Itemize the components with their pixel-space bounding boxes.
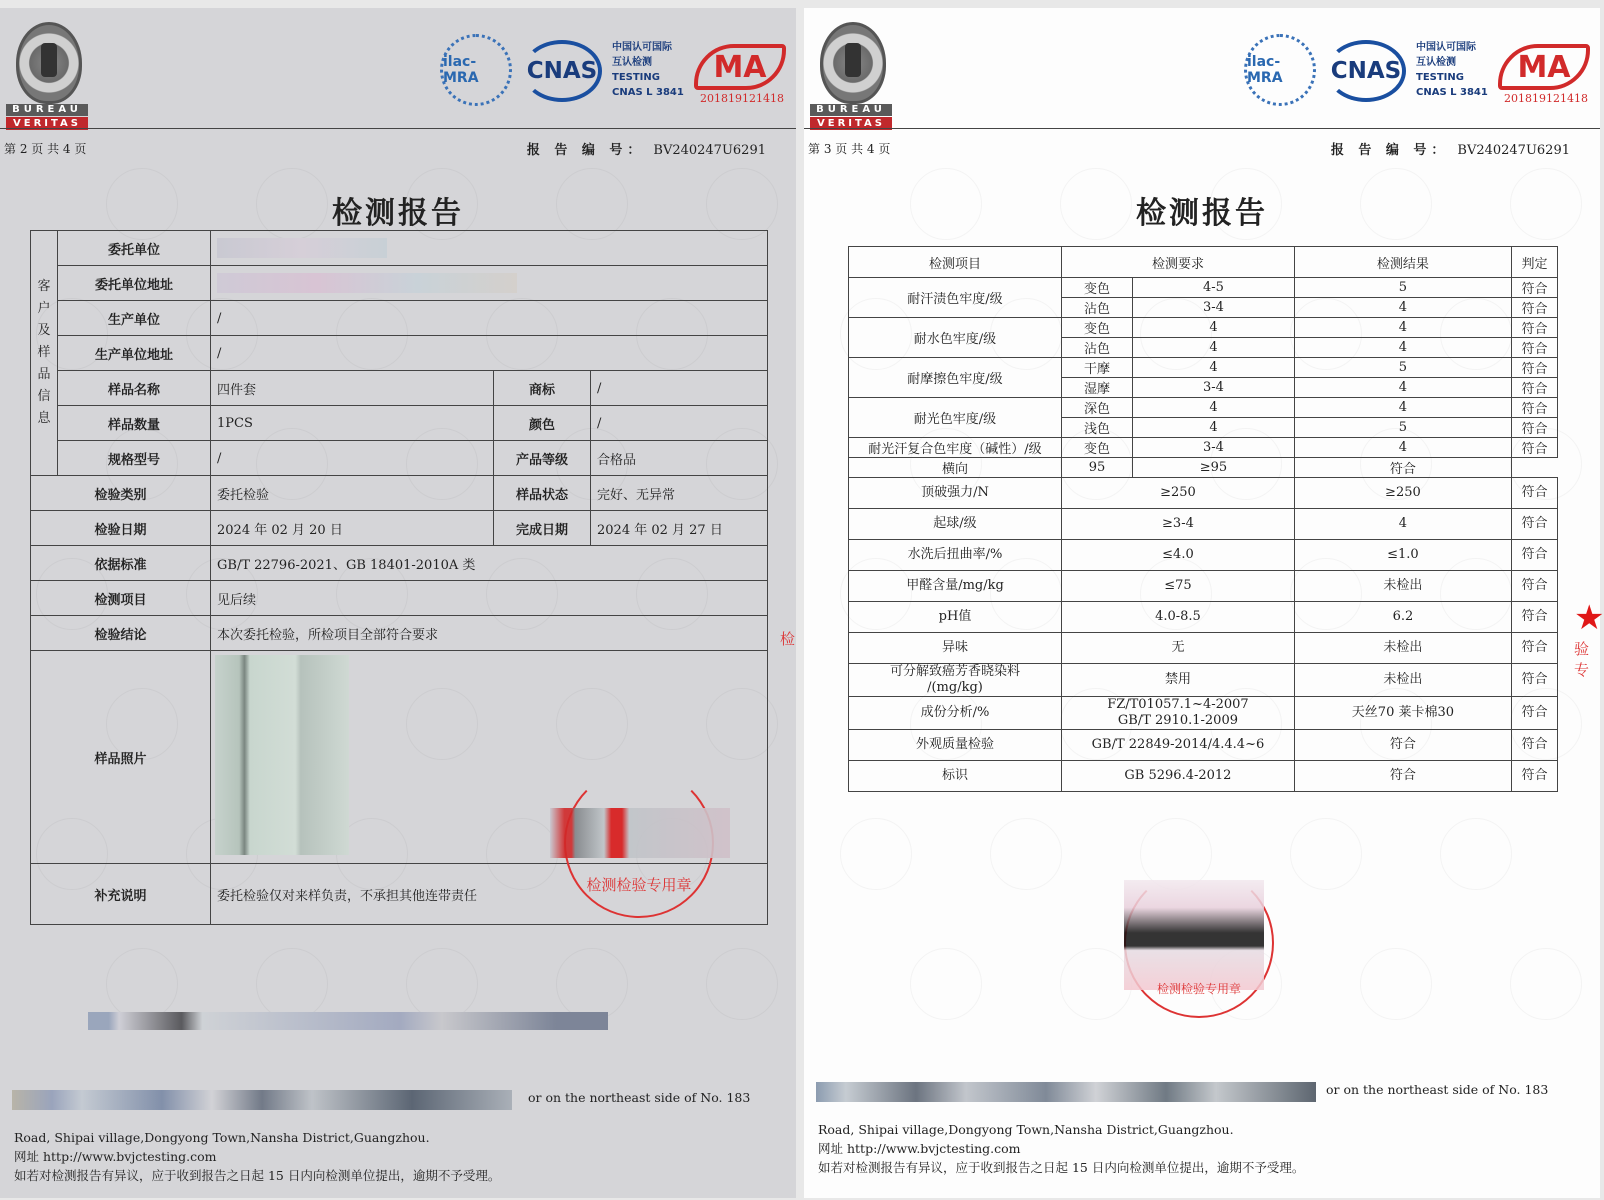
requirement: 3-4 bbox=[1133, 298, 1295, 318]
result: ≤1.0 bbox=[1294, 540, 1511, 571]
table-row bbox=[849, 664, 1558, 697]
test-results-table bbox=[848, 246, 1558, 792]
footer bbox=[818, 1120, 1304, 1177]
watermark-icon bbox=[910, 948, 982, 1020]
result: 4 bbox=[1294, 378, 1511, 398]
sub-item: 横向 bbox=[849, 458, 1062, 478]
sample-state-value: 完好、无异常 bbox=[591, 476, 768, 511]
verdict: 符合 bbox=[1511, 278, 1557, 298]
conclusion-label: 检验结论 bbox=[31, 616, 211, 651]
result: 未检出 bbox=[1294, 571, 1511, 602]
items-value: 见后续 bbox=[211, 581, 768, 616]
items-label: 检测项目 bbox=[31, 581, 211, 616]
table-row bbox=[849, 478, 1558, 509]
requirement: 4 bbox=[1133, 398, 1295, 418]
header-rule bbox=[0, 128, 796, 129]
spec-label: 规格型号 bbox=[58, 441, 211, 476]
inspect-date-value: 2024 年 02 月 20 日 bbox=[211, 511, 494, 546]
verdict: 符合 bbox=[1511, 438, 1557, 458]
producer-label: 生产单位 bbox=[58, 301, 211, 336]
table-row bbox=[849, 509, 1558, 540]
bureau-veritas-logo bbox=[6, 18, 88, 130]
verdict: 符合 bbox=[1511, 338, 1557, 358]
result: ≥95 bbox=[1133, 458, 1295, 478]
requirement: GB/T 22849-2014/4.4.4~6 bbox=[1062, 730, 1295, 761]
test-item: 耐光色牢度/级 bbox=[849, 398, 1062, 438]
side-stamp-fragment: 检 bbox=[780, 630, 796, 648]
redacted-stamp-center bbox=[1124, 880, 1264, 990]
verdict: 符合 bbox=[1511, 318, 1557, 338]
sample-photo bbox=[215, 655, 349, 855]
photo-label: 样品照片 bbox=[31, 651, 211, 864]
requirement: 4-5 bbox=[1133, 278, 1295, 298]
website: 网址 http://www.bvjctesting.com bbox=[818, 1141, 1021, 1156]
result: ≥250 bbox=[1294, 478, 1511, 509]
requirement: 4 bbox=[1133, 358, 1295, 378]
bv-bureau-label: BUREAU bbox=[810, 104, 892, 116]
producer-addr-label: 生产单位地址 bbox=[58, 336, 211, 371]
address-line: Road, Shipai village,Dongyong Town,Nansha District,Guangzhou. bbox=[14, 1130, 430, 1145]
color-label: 颜色 bbox=[494, 406, 591, 441]
col-item: 检测项目 bbox=[849, 247, 1062, 278]
inspect-type-label: 检验类别 bbox=[31, 476, 211, 511]
requirement: 4 bbox=[1133, 318, 1295, 338]
result: 符合 bbox=[1294, 761, 1511, 792]
col-verdict: 判定 bbox=[1511, 247, 1557, 278]
producer-value: / bbox=[211, 301, 768, 336]
result: 4 bbox=[1294, 438, 1511, 458]
verdict: 符合 bbox=[1511, 378, 1557, 398]
bv-veritas-label: VERITAS bbox=[810, 117, 892, 130]
test-item: 标识 bbox=[849, 761, 1062, 792]
watermark-icon bbox=[706, 948, 778, 1020]
redacted-address bbox=[12, 1090, 512, 1110]
verdict: 符合 bbox=[1511, 697, 1557, 730]
sub-item: 变色 bbox=[1062, 438, 1133, 458]
verdict: 符合 bbox=[1511, 761, 1557, 792]
page-number: 第 2 页 共 4 页 bbox=[4, 142, 87, 156]
sub-item: 变色 bbox=[1062, 278, 1133, 298]
cma-number: 201819121418 bbox=[1504, 92, 1588, 105]
requirement: 95 bbox=[1062, 458, 1133, 478]
client-label: 委托单位 bbox=[58, 231, 211, 266]
requirement: GB 5296.4-2012 bbox=[1062, 761, 1295, 792]
side-label: 客 户 及 样 品 信 息 bbox=[31, 231, 58, 476]
verdict: 符合 bbox=[1511, 602, 1557, 633]
test-item: 异味 bbox=[849, 633, 1062, 664]
requirement: ≤75 bbox=[1062, 571, 1295, 602]
ilac-mra-logo: ilac-MRA bbox=[1244, 34, 1316, 106]
address-line: Road, Shipai village,Dongyong Town,Nansha District,Guangzhou. bbox=[818, 1122, 1234, 1137]
watermark-icon bbox=[1360, 948, 1432, 1020]
verdict: 符合 bbox=[1511, 509, 1557, 540]
result: 4 bbox=[1294, 298, 1511, 318]
test-item: 耐水色牢度/级 bbox=[849, 318, 1062, 358]
result: 4 bbox=[1294, 318, 1511, 338]
requirement: FZ/T01057.1~4-2007 GB/T 2910.1-2009 bbox=[1062, 697, 1295, 730]
star-icon: ★ bbox=[1574, 598, 1604, 638]
bureau-veritas-logo bbox=[810, 18, 892, 130]
table-row bbox=[849, 318, 1558, 338]
report-number: 报 告 编 号： BV240247U6291 bbox=[526, 143, 766, 158]
conclusion-value: 本次委托检验，所检项目全部符合要求 bbox=[211, 616, 768, 651]
cnas-caption: 中国认可国际 互认检测 TESTING CNAS L 3841 bbox=[612, 42, 684, 98]
result: 未检出 bbox=[1294, 664, 1511, 697]
result: 5 bbox=[1294, 358, 1511, 378]
test-item: 耐光汗复合色牢度（碱性）/级 bbox=[849, 438, 1062, 458]
redacted-address bbox=[816, 1082, 1316, 1102]
grade-value: 合格品 bbox=[591, 441, 768, 476]
verdict: 符合 bbox=[1511, 540, 1557, 571]
brand-value: / bbox=[591, 371, 768, 406]
inspect-date-label: 检验日期 bbox=[31, 511, 211, 546]
sub-item: 沾色 bbox=[1062, 338, 1133, 358]
finish-date-value: 2024 年 02 月 27 日 bbox=[591, 511, 768, 546]
standard-label: 依据标准 bbox=[31, 546, 211, 581]
standard-value: GB/T 22796-2021、GB 18401-2010A 类 bbox=[211, 546, 768, 581]
address-tail: or on the northeast side of No. 183 bbox=[1326, 1082, 1549, 1097]
result: 未检出 bbox=[1294, 633, 1511, 664]
test-item: 可分解致癌芳香晓染料 /(mg/kg) bbox=[849, 664, 1062, 697]
col-result: 检测结果 bbox=[1294, 247, 1511, 278]
requirement: 无 bbox=[1062, 633, 1295, 664]
grade-label: 产品等级 bbox=[494, 441, 591, 476]
watermark-icon bbox=[406, 948, 478, 1020]
test-item: pH值 bbox=[849, 602, 1062, 633]
sub-item: 浅色 bbox=[1062, 418, 1133, 438]
client-addr-label: 委托单位地址 bbox=[58, 266, 211, 301]
report-number: 报 告 编 号： BV240247U6291 bbox=[1330, 143, 1570, 158]
table-row bbox=[849, 761, 1558, 792]
requirement: 4 bbox=[1133, 338, 1295, 358]
result: 符合 bbox=[1294, 730, 1511, 761]
website: 网址 http://www.bvjctesting.com bbox=[14, 1149, 217, 1164]
result: 5 bbox=[1294, 418, 1511, 438]
color-value: / bbox=[591, 406, 768, 441]
test-item: 顶破强力/N bbox=[849, 478, 1062, 509]
stamp-label: 检测检验专用章 bbox=[586, 876, 692, 894]
verdict: 符合 bbox=[1511, 398, 1557, 418]
requirement: ≤4.0 bbox=[1062, 540, 1295, 571]
result: 天丝70 莱卡棉30 bbox=[1294, 697, 1511, 730]
result: 6.2 bbox=[1294, 602, 1511, 633]
objection-notice: 如若对检测报告有异议，应于收到报告之日起 15 日内向检测单位提出，逾期不予受理。 bbox=[14, 1168, 501, 1183]
cnas-caption: 中国认可国际 互认检测 TESTING CNAS L 3841 bbox=[1416, 42, 1488, 98]
watermark-icon bbox=[990, 818, 1062, 890]
report-page-3 bbox=[804, 8, 1604, 1198]
watermark-icon bbox=[1440, 818, 1512, 890]
spec-value: / bbox=[211, 441, 494, 476]
sample-qty-label: 样品数量 bbox=[58, 406, 211, 441]
watermark-icon bbox=[256, 948, 328, 1020]
sample-name-value: 四件套 bbox=[211, 371, 494, 406]
client-addr-value bbox=[211, 266, 768, 301]
table-header bbox=[849, 247, 1558, 278]
header-rule bbox=[804, 128, 1600, 129]
table-row bbox=[849, 398, 1558, 418]
table-row bbox=[849, 458, 1558, 478]
page-title: 检测报告 bbox=[332, 196, 464, 231]
sub-item: 深色 bbox=[1062, 398, 1133, 418]
requirement: 3-4 bbox=[1133, 378, 1295, 398]
redacted-signature bbox=[550, 808, 730, 858]
cma-number: 201819121418 bbox=[700, 92, 784, 105]
table-row bbox=[849, 730, 1558, 761]
requirement: ≥3-4 bbox=[1062, 509, 1295, 540]
verdict: 符合 bbox=[1511, 418, 1557, 438]
side-stamp-fragment: 验专 bbox=[1574, 640, 1590, 679]
result: 4 bbox=[1294, 509, 1511, 540]
verdict: 符合 bbox=[1511, 633, 1557, 664]
inspect-type-value: 委托检验 bbox=[211, 476, 494, 511]
watermark-icon bbox=[1060, 948, 1132, 1020]
watermark-icon bbox=[106, 948, 178, 1020]
cma-logo: MA bbox=[1498, 44, 1590, 90]
test-item: 外观质量检验 bbox=[849, 730, 1062, 761]
verdict: 符合 bbox=[1511, 571, 1557, 602]
cnas-logo: CNAS bbox=[522, 40, 602, 102]
result: 5 bbox=[1294, 278, 1511, 298]
sample-qty-value: 1PCS bbox=[211, 406, 494, 441]
redacted-signatures bbox=[88, 1012, 608, 1030]
col-requirement: 检测要求 bbox=[1062, 247, 1295, 278]
sample-name-label: 样品名称 bbox=[58, 371, 211, 406]
watermark-icon bbox=[556, 948, 628, 1020]
watermark-icon bbox=[1510, 948, 1582, 1020]
requirement: 禁用 bbox=[1062, 664, 1295, 697]
requirement: 4.0-8.5 bbox=[1062, 602, 1295, 633]
cnas-logo: CNAS bbox=[1326, 40, 1406, 102]
table-row bbox=[849, 278, 1558, 298]
test-item: 耐摩擦色牢度/级 bbox=[849, 358, 1062, 398]
verdict: 符合 bbox=[1511, 664, 1557, 697]
sub-item: 变色 bbox=[1062, 318, 1133, 338]
verdict: 符合 bbox=[1294, 458, 1511, 478]
note-value: 委托检验仅对来样负责，不承担其他连带责任 bbox=[211, 864, 768, 925]
table-row bbox=[849, 697, 1558, 730]
table-row bbox=[849, 571, 1558, 602]
ilac-mra-logo: ilac-MRA bbox=[440, 34, 512, 106]
client-value bbox=[211, 231, 768, 266]
test-item: 成份分析/% bbox=[849, 697, 1062, 730]
page-title: 检测报告 bbox=[1136, 196, 1268, 231]
bv-bureau-label: BUREAU bbox=[6, 104, 88, 116]
result: 4 bbox=[1294, 338, 1511, 358]
table-row bbox=[849, 438, 1558, 458]
verdict: 符合 bbox=[1511, 358, 1557, 378]
cma-logo: MA bbox=[694, 44, 786, 90]
address-tail: or on the northeast side of No. 183 bbox=[528, 1090, 751, 1105]
table-row bbox=[849, 633, 1558, 664]
bv-seal-icon bbox=[820, 22, 886, 104]
verdict: 符合 bbox=[1511, 298, 1557, 318]
footer bbox=[14, 1128, 500, 1185]
verdict: 符合 bbox=[1511, 730, 1557, 761]
test-item: 甲醛含量/mg/kg bbox=[849, 571, 1062, 602]
result: 4 bbox=[1294, 398, 1511, 418]
page-number: 第 3 页 共 4 页 bbox=[808, 142, 891, 156]
test-item: 水洗后扭曲率/% bbox=[849, 540, 1062, 571]
table-row bbox=[849, 540, 1558, 571]
requirement: 3-4 bbox=[1133, 438, 1295, 458]
objection-notice: 如若对检测报告有异议，应于收到报告之日起 15 日内向检测单位提出，逾期不予受理。 bbox=[818, 1160, 1305, 1175]
sub-item: 湿摩 bbox=[1062, 378, 1133, 398]
table-row bbox=[849, 358, 1558, 378]
bv-veritas-label: VERITAS bbox=[6, 117, 88, 130]
sub-item: 干摩 bbox=[1062, 358, 1133, 378]
report-page-2 bbox=[0, 8, 796, 1198]
verdict: 符合 bbox=[1511, 478, 1557, 509]
requirement: ≥250 bbox=[1062, 478, 1295, 509]
brand-label: 商标 bbox=[494, 371, 591, 406]
watermark-icon bbox=[1290, 818, 1362, 890]
test-item: 起球/级 bbox=[849, 509, 1062, 540]
stamp-label: 检测检验专用章 bbox=[1156, 982, 1241, 996]
sample-state-label: 样品状态 bbox=[494, 476, 591, 511]
finish-date-label: 完成日期 bbox=[494, 511, 591, 546]
note-label: 补充说明 bbox=[31, 864, 211, 925]
bv-seal-icon bbox=[16, 22, 82, 104]
producer-addr-value: / bbox=[211, 336, 768, 371]
sub-item: 沾色 bbox=[1062, 298, 1133, 318]
table-row bbox=[849, 602, 1558, 633]
test-item: 耐汗渍色牢度/级 bbox=[849, 278, 1062, 318]
watermark-icon bbox=[840, 818, 912, 890]
requirement: 4 bbox=[1133, 418, 1295, 438]
